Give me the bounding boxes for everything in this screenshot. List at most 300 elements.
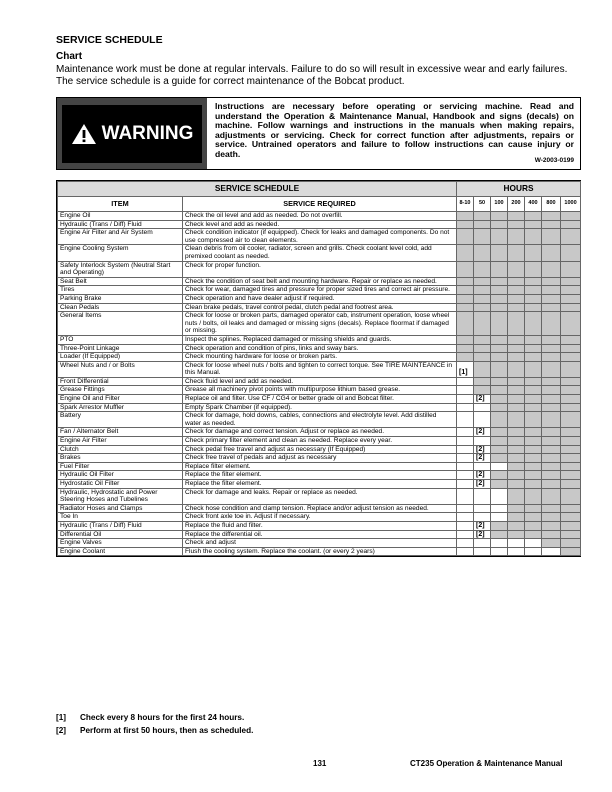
hours-cell bbox=[491, 312, 508, 336]
hours-cell bbox=[457, 229, 474, 245]
table-row bbox=[58, 488, 581, 504]
service-cell: Check pedal free travel and adjust as necessary (If Equipped) bbox=[183, 445, 457, 454]
hours-cell bbox=[474, 437, 491, 446]
service-cell: Check mounting hardware for loose or broken parts. bbox=[183, 353, 457, 362]
hours-cell bbox=[474, 294, 491, 303]
table-row bbox=[58, 344, 581, 353]
hours-cell bbox=[561, 437, 581, 446]
hours-cell bbox=[561, 229, 581, 245]
hours-cell bbox=[508, 286, 525, 295]
hours-cell bbox=[474, 547, 491, 556]
table-row bbox=[58, 229, 581, 245]
item-cell: Fuel Filter bbox=[58, 462, 183, 471]
hours-cell bbox=[525, 454, 542, 463]
hours-cell bbox=[508, 294, 525, 303]
warning-code: W-2003-0199 bbox=[534, 157, 574, 165]
hours-cell bbox=[457, 212, 474, 221]
hours-cell bbox=[525, 377, 542, 386]
hours-cell bbox=[491, 220, 508, 229]
item-cell: Wheel Nuts and / or Bolts bbox=[58, 361, 183, 377]
hours-cell bbox=[457, 462, 474, 471]
hours-cell bbox=[491, 454, 508, 463]
hours-cell bbox=[561, 344, 581, 353]
hours-cell bbox=[508, 471, 525, 480]
hours-title: HOURS bbox=[457, 182, 581, 197]
table-row bbox=[58, 335, 581, 344]
hours-cell bbox=[561, 303, 581, 312]
hours-cell bbox=[474, 335, 491, 344]
service-cell: Check for loose wheel nuts / bolts and tighten to correct torque. See TIRE MAINTEANCE in this Manual. bbox=[183, 361, 457, 377]
service-cell: Check for wear, damaged tires and pressure for proper sized tires and correct air pressure. bbox=[183, 286, 457, 295]
item-cell: Clean Pedals bbox=[58, 303, 183, 312]
service-cell: Check free travel of pedals and adjust as necessary bbox=[183, 454, 457, 463]
hours-cell bbox=[542, 386, 561, 395]
hours-cell bbox=[491, 547, 508, 556]
hours-column-header: 200 bbox=[508, 197, 525, 212]
service-cell: Check for damage, hold downs, cables, connections and electrolyte level. Add distilled water as needed. bbox=[183, 412, 457, 428]
table-row bbox=[58, 386, 581, 395]
hours-cell bbox=[525, 353, 542, 362]
hours-cell bbox=[457, 454, 474, 463]
service-cell: Empty Spark Chamber (if equipped). bbox=[183, 403, 457, 412]
warning-triangle-icon bbox=[71, 123, 97, 145]
footnote-marker: [2] bbox=[474, 395, 491, 404]
item-cell: Engine Coolant bbox=[58, 547, 183, 556]
hours-cell bbox=[508, 454, 525, 463]
item-cell: Spark Arrestor Muffler bbox=[58, 403, 183, 412]
hours-cell bbox=[525, 261, 542, 277]
hours-cell bbox=[491, 286, 508, 295]
hours-cell bbox=[525, 212, 542, 221]
footnotes bbox=[56, 711, 253, 737]
hours-cell bbox=[457, 547, 474, 556]
hours-cell bbox=[491, 353, 508, 362]
footnote-number: [1] bbox=[56, 713, 67, 722]
item-cell: Clutch bbox=[58, 445, 183, 454]
footnote-marker: [2] bbox=[474, 530, 491, 539]
hours-cell bbox=[525, 504, 542, 513]
item-cell: Hydraulic Oil Filter bbox=[58, 471, 183, 480]
hours-cell bbox=[542, 353, 561, 362]
hours-cell bbox=[561, 480, 581, 489]
item-cell: Hydraulic (Trans / Diff) Fluid bbox=[58, 521, 183, 530]
footnote-number: [2] bbox=[56, 726, 67, 735]
hours-cell bbox=[542, 428, 561, 437]
hours-column-header: 400 bbox=[525, 197, 542, 212]
table-row bbox=[58, 212, 581, 221]
service-cell: Replace the fluid and filter. bbox=[183, 521, 457, 530]
item-cell: Tires bbox=[58, 286, 183, 295]
table-row bbox=[58, 521, 581, 530]
hours-cell bbox=[561, 521, 581, 530]
hours-cell bbox=[457, 344, 474, 353]
hours-cell bbox=[525, 480, 542, 489]
service-cell: Check condition indicator (if equipped). Check for leaks and damaged components. Do not use compressed air to clean elements. bbox=[183, 229, 457, 245]
footnote-text: Perform at first 50 hours, then as scheduled. bbox=[80, 726, 254, 735]
hours-cell bbox=[542, 277, 561, 286]
hours-cell bbox=[561, 312, 581, 336]
hours-cell bbox=[457, 445, 474, 454]
hours-cell bbox=[561, 377, 581, 386]
hours-cell bbox=[561, 395, 581, 404]
hours-cell bbox=[457, 303, 474, 312]
hours-cell bbox=[525, 395, 542, 404]
hours-cell bbox=[542, 412, 561, 428]
hours-cell bbox=[474, 312, 491, 336]
service-cell: Replace the filter element. bbox=[183, 480, 457, 489]
hours-cell bbox=[542, 212, 561, 221]
item-cell: Hydraulic, Hydrostatic and Power Steering Hoses and Tubelines bbox=[58, 488, 183, 504]
hours-cell bbox=[457, 395, 474, 404]
item-cell: Engine Oil bbox=[58, 212, 183, 221]
hours-cell bbox=[525, 403, 542, 412]
hours-cell bbox=[542, 229, 561, 245]
hours-cell bbox=[542, 395, 561, 404]
table-row bbox=[58, 471, 581, 480]
hours-cell bbox=[525, 530, 542, 539]
hours-cell bbox=[491, 245, 508, 261]
warning-label: WARNING bbox=[101, 122, 194, 144]
item-cell: Fan / Alternator Belt bbox=[58, 428, 183, 437]
hours-cell bbox=[491, 229, 508, 245]
hours-cell bbox=[508, 229, 525, 245]
hours-column-header: 1000 bbox=[561, 197, 581, 212]
hours-cell bbox=[525, 335, 542, 344]
hours-cell bbox=[561, 335, 581, 344]
hours-cell bbox=[457, 488, 474, 504]
hours-cell bbox=[525, 286, 542, 295]
table-title: SERVICE SCHEDULE bbox=[58, 182, 457, 197]
hours-cell bbox=[561, 294, 581, 303]
service-cell: Check fluid level and add as needed. bbox=[183, 377, 457, 386]
hours-cell bbox=[457, 377, 474, 386]
hours-cell bbox=[491, 361, 508, 377]
item-cell: PTO bbox=[58, 335, 183, 344]
hours-cell bbox=[561, 513, 581, 522]
hours-cell bbox=[491, 462, 508, 471]
hours-cell bbox=[474, 361, 491, 377]
item-cell: Safety Interlock System (Neutral Start and Operating) bbox=[58, 261, 183, 277]
item-cell: Engine Air Filter and Air System bbox=[58, 229, 183, 245]
hours-cell bbox=[542, 454, 561, 463]
footnote-marker: [2] bbox=[474, 428, 491, 437]
hours-cell bbox=[542, 521, 561, 530]
item-cell: Engine Oil and Filter bbox=[58, 395, 183, 404]
hours-cell bbox=[508, 462, 525, 471]
item-cell: Seat Belt bbox=[58, 277, 183, 286]
hours-cell bbox=[457, 513, 474, 522]
hours-cell bbox=[542, 294, 561, 303]
hours-cell bbox=[457, 335, 474, 344]
hours-column-header: 8-10 bbox=[457, 197, 474, 212]
item-cell: Parking Brake bbox=[58, 294, 183, 303]
footnote bbox=[56, 711, 253, 724]
footnote-marker: [2] bbox=[474, 454, 491, 463]
hours-cell bbox=[508, 445, 525, 454]
hours-cell bbox=[474, 245, 491, 261]
hours-cell bbox=[508, 403, 525, 412]
hours-cell bbox=[561, 462, 581, 471]
hours-cell bbox=[491, 294, 508, 303]
service-cell: Check for damage and correct tension. Adjust or replace as needed. bbox=[183, 428, 457, 437]
page-heading: SERVICE SCHEDULE bbox=[56, 34, 163, 46]
hours-cell bbox=[457, 428, 474, 437]
hours-cell bbox=[561, 353, 581, 362]
hours-cell bbox=[561, 539, 581, 548]
hours-cell bbox=[561, 504, 581, 513]
hours-cell bbox=[561, 530, 581, 539]
hours-cell bbox=[561, 428, 581, 437]
hours-cell bbox=[474, 539, 491, 548]
hours-cell bbox=[457, 480, 474, 489]
section-subheading: Chart bbox=[56, 51, 83, 62]
hours-cell bbox=[491, 386, 508, 395]
hours-cell bbox=[491, 445, 508, 454]
hours-cell bbox=[508, 547, 525, 556]
table-row bbox=[58, 403, 581, 412]
table-row bbox=[58, 294, 581, 303]
table-row bbox=[58, 277, 581, 286]
service-cell: Inspect the splines. Replaced damaged or missing shields and guards. bbox=[183, 335, 457, 344]
hours-cell bbox=[542, 245, 561, 261]
hours-cell bbox=[508, 261, 525, 277]
hours-cell bbox=[525, 488, 542, 504]
hours-cell bbox=[508, 312, 525, 336]
hours-cell bbox=[491, 212, 508, 221]
hours-cell bbox=[474, 229, 491, 245]
hours-cell bbox=[508, 412, 525, 428]
hours-cell bbox=[457, 412, 474, 428]
table-row bbox=[58, 437, 581, 446]
hours-cell bbox=[542, 547, 561, 556]
hours-cell bbox=[457, 294, 474, 303]
item-cell: Engine Valves bbox=[58, 539, 183, 548]
item-cell: Engine Air Filter bbox=[58, 437, 183, 446]
hours-cell bbox=[542, 303, 561, 312]
hours-cell bbox=[457, 261, 474, 277]
column-header-service: SERVICE REQUIRED bbox=[183, 197, 457, 212]
footnote-marker: [2] bbox=[474, 471, 491, 480]
hours-column-header: 800 bbox=[542, 197, 561, 212]
hours-cell bbox=[491, 521, 508, 530]
hours-cell bbox=[457, 220, 474, 229]
service-cell: Check for loose or broken parts, damaged operator cab, instrument operation, loose wheel nuts / bolts, oil leaks and damaged or missing signs (decals). Replace floormat if damaged or missing. bbox=[183, 312, 457, 336]
service-cell: Replace the differential oil. bbox=[183, 530, 457, 539]
service-cell: Check level and add as needed. bbox=[183, 220, 457, 229]
column-header-item: ITEM bbox=[58, 197, 183, 212]
hours-cell bbox=[508, 513, 525, 522]
item-cell: Differential Oil bbox=[58, 530, 183, 539]
hours-cell bbox=[508, 480, 525, 489]
hours-cell bbox=[474, 220, 491, 229]
hours-cell bbox=[561, 220, 581, 229]
service-cell: Clean debris from oil cooler, radiator, screen and grills. Check coolant level cold, add premixed coolant as needed. bbox=[183, 245, 457, 261]
warning-text: Instructions are necessary before operating or servicing machine. Read and understand the Operation & Maintenance Manual, Handbook and signs (decals) on machine. Follow warnings and instructions in the manuals when making repairs, adjustments or servicing. Check for correct function after adjustments, repairs or service. Untrained operators and failure to follow instructions can cause injury or death. bbox=[215, 101, 574, 159]
item-cell: Radiator Hoses and Clamps bbox=[58, 504, 183, 513]
hours-cell bbox=[508, 361, 525, 377]
hours-cell bbox=[508, 428, 525, 437]
table-row bbox=[58, 312, 581, 336]
hours-cell bbox=[561, 471, 581, 480]
table-row bbox=[58, 395, 581, 404]
service-cell: Replace oil and filter. Use CF / CG4 or better grade oil and Bobcat filter. bbox=[183, 395, 457, 404]
hours-cell bbox=[561, 454, 581, 463]
warning-box bbox=[56, 97, 581, 170]
hours-cell bbox=[561, 361, 581, 377]
hours-column-header: 50 bbox=[474, 197, 491, 212]
hours-cell bbox=[508, 539, 525, 548]
hours-cell bbox=[542, 261, 561, 277]
hours-cell bbox=[491, 428, 508, 437]
service-cell: Replace filter element. bbox=[183, 462, 457, 471]
hours-cell bbox=[474, 377, 491, 386]
hours-cell bbox=[525, 471, 542, 480]
hours-cell bbox=[525, 294, 542, 303]
hours-cell bbox=[457, 312, 474, 336]
footnote-marker: [1] bbox=[457, 361, 474, 377]
hours-cell bbox=[525, 361, 542, 377]
item-cell: Toe In bbox=[58, 513, 183, 522]
hours-cell bbox=[491, 480, 508, 489]
hours-cell bbox=[491, 530, 508, 539]
table-row bbox=[58, 462, 581, 471]
hours-cell bbox=[508, 303, 525, 312]
hours-cell bbox=[561, 286, 581, 295]
hours-cell bbox=[491, 504, 508, 513]
hours-cell bbox=[491, 488, 508, 504]
hours-cell bbox=[457, 539, 474, 548]
hours-cell bbox=[508, 521, 525, 530]
service-cell: Check primary filter element and clean as needed. Replace every year. bbox=[183, 437, 457, 446]
hours-cell bbox=[508, 220, 525, 229]
table-row bbox=[58, 361, 581, 377]
table-row bbox=[58, 539, 581, 548]
service-cell: Check operation and have dealer adjust if required. bbox=[183, 294, 457, 303]
hours-cell bbox=[525, 344, 542, 353]
service-cell: Check the condition of seat belt and mounting hardware. Repair or replace as needed. bbox=[183, 277, 457, 286]
hours-cell bbox=[508, 277, 525, 286]
hours-cell bbox=[508, 530, 525, 539]
hours-cell bbox=[525, 245, 542, 261]
hours-cell bbox=[457, 386, 474, 395]
hours-cell bbox=[491, 395, 508, 404]
hours-cell bbox=[474, 462, 491, 471]
hours-cell bbox=[542, 437, 561, 446]
table-row bbox=[58, 220, 581, 229]
hours-cell bbox=[525, 513, 542, 522]
hours-cell bbox=[508, 386, 525, 395]
hours-cell bbox=[474, 212, 491, 221]
hours-cell bbox=[561, 261, 581, 277]
hours-cell bbox=[457, 504, 474, 513]
manual-title: CT235 Operation & Maintenance Manual bbox=[410, 759, 563, 768]
footnote-marker: [2] bbox=[474, 521, 491, 530]
hours-cell bbox=[491, 277, 508, 286]
hours-cell bbox=[491, 335, 508, 344]
hours-cell bbox=[508, 344, 525, 353]
hours-cell bbox=[457, 245, 474, 261]
hours-cell bbox=[525, 412, 542, 428]
hours-cell bbox=[491, 261, 508, 277]
hours-cell bbox=[561, 386, 581, 395]
hours-cell bbox=[561, 412, 581, 428]
item-cell: Loader (If Equipped) bbox=[58, 353, 183, 362]
service-cell: Check and adjust bbox=[183, 539, 457, 548]
service-cell: Check front axle toe in. Adjust if necessary. bbox=[183, 513, 457, 522]
hours-cell bbox=[542, 539, 561, 548]
footnote bbox=[56, 724, 253, 737]
warning-text-block bbox=[207, 98, 580, 169]
hours-cell bbox=[457, 521, 474, 530]
hours-cell bbox=[561, 488, 581, 504]
item-cell: Battery bbox=[58, 412, 183, 428]
service-cell: Replace the filter element. bbox=[183, 471, 457, 480]
item-cell: Engine Cooling System bbox=[58, 245, 183, 261]
hours-cell bbox=[457, 286, 474, 295]
item-cell: Brakes bbox=[58, 454, 183, 463]
warning-panel bbox=[57, 98, 207, 169]
hours-cell bbox=[474, 488, 491, 504]
table-row bbox=[58, 261, 581, 277]
hours-cell bbox=[561, 212, 581, 221]
table-row bbox=[58, 428, 581, 437]
item-cell: Front Differential bbox=[58, 377, 183, 386]
hours-cell bbox=[508, 245, 525, 261]
hours-cell bbox=[474, 303, 491, 312]
hours-cell bbox=[491, 377, 508, 386]
table-row bbox=[58, 445, 581, 454]
hours-cell bbox=[491, 303, 508, 312]
hours-cell bbox=[561, 445, 581, 454]
hours-cell bbox=[542, 344, 561, 353]
hours-cell bbox=[491, 539, 508, 548]
hours-cell bbox=[542, 377, 561, 386]
service-cell: Check for damage and leaks. Repair or replace as needed. bbox=[183, 488, 457, 504]
intro-paragraph: Maintenance work must be done at regular intervals. Failure to do so will result in excessive wear and early failures. The service schedule is a guide for correct maintenance of the Bobcat product. bbox=[56, 64, 568, 87]
hours-cell bbox=[474, 403, 491, 412]
page-number: 131 bbox=[313, 759, 327, 768]
hours-cell bbox=[457, 471, 474, 480]
hours-cell bbox=[508, 353, 525, 362]
hours-column-header: 100 bbox=[491, 197, 508, 212]
service-cell: Check hose condition and clamp tension. Replace and/or adjust tension as needed. bbox=[183, 504, 457, 513]
item-cell: Grease Fittings bbox=[58, 386, 183, 395]
service-cell: Check the oil level and add as needed. Do not overfill. bbox=[183, 212, 457, 221]
hours-cell bbox=[525, 386, 542, 395]
table-row bbox=[58, 504, 581, 513]
hours-cell bbox=[542, 361, 561, 377]
hours-cell bbox=[525, 521, 542, 530]
hours-cell bbox=[508, 377, 525, 386]
warning-badge bbox=[62, 105, 202, 163]
service-cell: Check operation and condition of pins, links and sway bars. bbox=[183, 344, 457, 353]
hours-cell bbox=[542, 220, 561, 229]
hours-cell bbox=[508, 437, 525, 446]
hours-cell bbox=[525, 462, 542, 471]
item-cell: Hydraulic (Trans / Diff) Fluid bbox=[58, 220, 183, 229]
hours-cell bbox=[525, 229, 542, 245]
hours-cell bbox=[542, 504, 561, 513]
hours-cell bbox=[508, 212, 525, 221]
table-row bbox=[58, 303, 581, 312]
hours-cell bbox=[457, 403, 474, 412]
hours-cell bbox=[525, 277, 542, 286]
table-row bbox=[58, 377, 581, 386]
hours-cell bbox=[491, 403, 508, 412]
hours-cell bbox=[491, 437, 508, 446]
hours-cell bbox=[457, 353, 474, 362]
hours-cell bbox=[542, 335, 561, 344]
